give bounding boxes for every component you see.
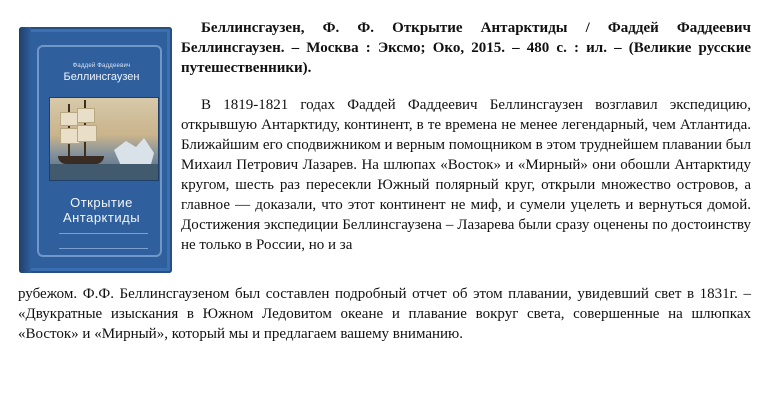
book-cover-image [19,27,172,273]
cover-illustration [49,97,159,181]
book-spine [19,27,31,273]
cover-ornament [59,233,148,249]
bibliographic-citation: Беллинсгаузен, Ф. Ф. Открытие Антарктиды / Фаддей Фаддеевич Беллинсгаузен. – Москва : Эксмо; Око, 2015. – 480 с. : ил. – (Великие русские путешественники). [181,20,751,76]
cover-title: Открытие Антарктиды [62,195,141,225]
cover-author-first-name: Фаддей Фаддеевич [72,63,131,69]
book-description-part1: В 1819-1821 годах Фаддей Фаддеевич Беллинсгаузен возглавил экспедицию, открывшую Антарктиду, континент, в те времена не менее легендарный, чем Атлантида. Ближайшим его сподвижником и верным помощником в этом труднейшем плавании был Михаил Петрович Лазарев. На шлюпах «Восток» и «Мирный» они обошли Антарктиду кругом, шесть раз пересекли Южный полярный круг, открыли множество островов, а главное — доказали, что этот континент не миф, и сумели уцелеть и вернуться домой. Достижения экспедиции Беллинсгаузена – Лазарева были сразу оценены по достоинству не только в России, но и за [181,97,751,253]
cover-author-name: Беллинсгаузен [63,71,140,83]
book-description-part2: рубежом. Ф.Ф. Беллинсгаузеном был составлен подробный отчет об этом плавании, увидевший свет в 1831г. – «Двукратные изыскания в Южном Ледовитом океане и плавание вокруг света, совершенные на шлюпках «Восток» и «Мирный», который мы и предлагаем вашему вниманию. [18,286,751,342]
